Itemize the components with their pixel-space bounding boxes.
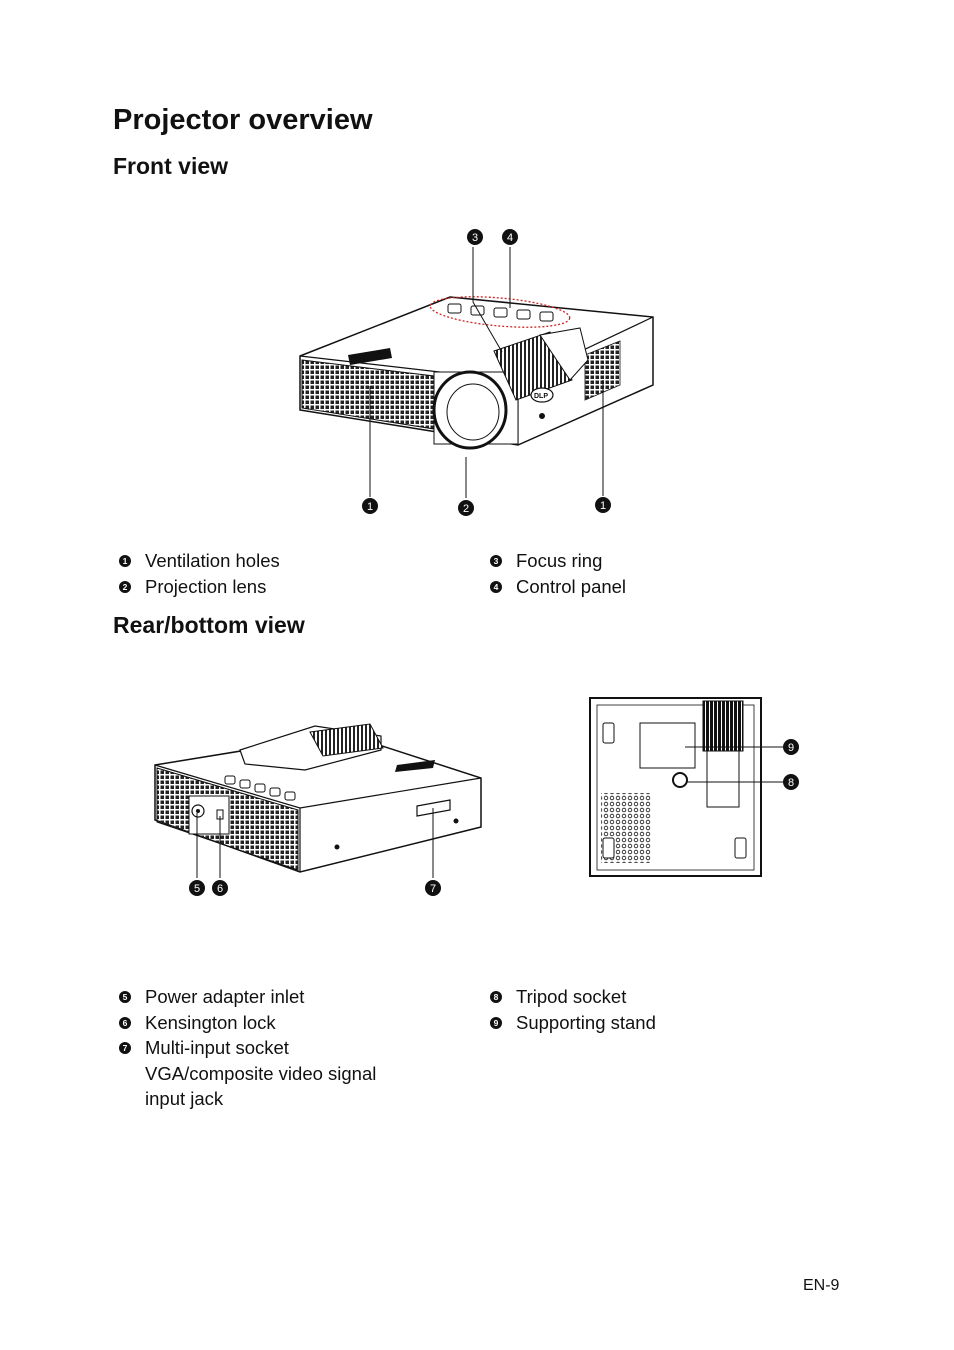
callout-8: 8 [787, 777, 795, 789]
bottom-view-illustration [585, 693, 805, 883]
legend-item: 4 Control panel [490, 574, 626, 600]
front-view-illustration [280, 220, 680, 520]
front-legend-left [119, 548, 280, 599]
legend-item: 7 Multi-input socket VGA/composite video signal input jack [119, 1035, 376, 1112]
legend-item: 2 Projection lens [119, 574, 280, 600]
legend-item: 1 Ventilation holes [119, 548, 280, 574]
legend-item: 9 Supporting stand [490, 1010, 656, 1036]
svg-text:DLP: DLP [534, 393, 548, 400]
number-badge: 8 [490, 991, 502, 1003]
legend-item: 8 Tripod socket [490, 984, 656, 1010]
number-badge: 7 [119, 1042, 131, 1054]
rear-view-heading: Rear/bottom view [113, 612, 305, 638]
rear-legend-right [490, 984, 656, 1035]
rear-view-illustration [145, 710, 490, 905]
number-badge: 1 [119, 555, 131, 567]
number-badge: 2 [119, 581, 131, 593]
number-badge: 4 [490, 581, 502, 593]
callout-1b: 1 [599, 500, 607, 512]
bottom-callouts [783, 739, 799, 790]
callout-6: 6 [216, 883, 224, 895]
front-view-heading: Front view [113, 153, 229, 179]
number-badge: 6 [119, 1017, 131, 1029]
legend-item: 3 Focus ring [490, 548, 626, 574]
legend-item: 6 Kensington lock [119, 1010, 376, 1036]
number-badge: 9 [490, 1017, 502, 1029]
rear-callouts [189, 880, 441, 896]
number-badge: 3 [490, 555, 502, 567]
callout-7: 7 [429, 883, 437, 895]
legend-item: 5 Power adapter inlet [119, 984, 376, 1010]
front-legend-right [490, 548, 626, 599]
callout-4: 4 [506, 232, 514, 244]
callout-3: 3 [471, 232, 479, 244]
rear-legend-left [119, 984, 376, 1112]
number-badge: 5 [119, 991, 131, 1003]
callout-9: 9 [787, 742, 795, 754]
callout-5: 5 [193, 883, 201, 895]
callout-1a: 1 [366, 501, 374, 513]
page-title: Projector overview [113, 104, 373, 136]
page-number: EN-9 [803, 1277, 840, 1294]
callout-2: 2 [462, 503, 470, 515]
